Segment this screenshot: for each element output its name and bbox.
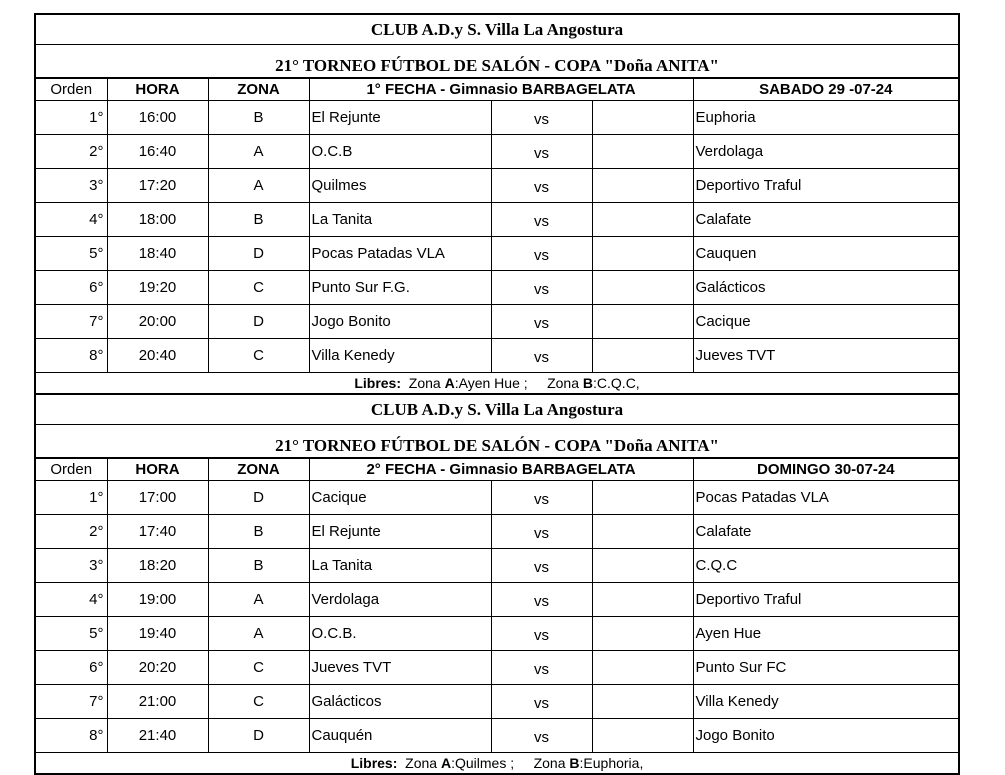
vs-cell: vs bbox=[491, 271, 592, 305]
libres-row bbox=[35, 753, 959, 775]
zona-cell: B bbox=[208, 203, 309, 237]
away-team-cell: Euphoria bbox=[693, 101, 959, 135]
zona-cell: A bbox=[208, 169, 309, 203]
away-team-cell: Ayen Hue bbox=[693, 617, 959, 651]
blank-cell bbox=[592, 169, 693, 203]
zona-cell: D bbox=[208, 237, 309, 271]
blank-cell bbox=[592, 685, 693, 719]
orden-cell: 5° bbox=[35, 617, 107, 651]
hora-cell: 20:00 bbox=[107, 305, 208, 339]
hora-cell: 20:40 bbox=[107, 339, 208, 373]
blank-cell bbox=[592, 583, 693, 617]
zona-cell: D bbox=[208, 305, 309, 339]
match-row bbox=[35, 237, 959, 271]
vs-cell: vs bbox=[491, 135, 592, 169]
date-header: DOMINGO 30-07-24 bbox=[693, 458, 959, 481]
orden-cell: 6° bbox=[35, 651, 107, 685]
hora-cell: 17:00 bbox=[107, 481, 208, 515]
hora-cell: 19:40 bbox=[107, 617, 208, 651]
away-team-cell: C.Q.C bbox=[693, 549, 959, 583]
orden-cell: 2° bbox=[35, 135, 107, 169]
hora-cell: 18:00 bbox=[107, 203, 208, 237]
home-team-cell: La Tanita bbox=[309, 549, 491, 583]
home-team-cell: O.C.B. bbox=[309, 617, 491, 651]
away-team-cell: Verdolaga bbox=[693, 135, 959, 169]
hora-cell: 18:20 bbox=[107, 549, 208, 583]
zona-cell: C bbox=[208, 651, 309, 685]
orden-cell: 6° bbox=[35, 271, 107, 305]
away-team-cell: Cacique bbox=[693, 305, 959, 339]
vs-cell: vs bbox=[491, 549, 592, 583]
hora-cell: 17:20 bbox=[107, 169, 208, 203]
zona-cell: C bbox=[208, 339, 309, 373]
libres-zona-b-value: :C.Q.C, bbox=[593, 375, 640, 391]
blank-cell bbox=[592, 237, 693, 271]
tournament-title: 21° TORNEO FÚTBOL DE SALÓN - COPA "Doña ANITA" bbox=[35, 425, 959, 459]
blank-cell bbox=[592, 203, 693, 237]
orden-cell: 8° bbox=[35, 719, 107, 753]
libres-note bbox=[35, 373, 959, 395]
orden-cell: 3° bbox=[35, 169, 107, 203]
orden-cell: 1° bbox=[35, 101, 107, 135]
home-team-cell: Punto Sur F.G. bbox=[309, 271, 491, 305]
match-row bbox=[35, 203, 959, 237]
away-team-cell: Jogo Bonito bbox=[693, 719, 959, 753]
home-team-cell: El Rejunte bbox=[309, 515, 491, 549]
hora-cell: 18:40 bbox=[107, 237, 208, 271]
zona-cell: C bbox=[208, 685, 309, 719]
orden-cell: 1° bbox=[35, 481, 107, 515]
home-team-cell: El Rejunte bbox=[309, 101, 491, 135]
orden-header: Orden bbox=[35, 78, 107, 101]
vs-cell: vs bbox=[491, 481, 592, 515]
match-row bbox=[35, 135, 959, 169]
libres-zona-b-prefix: Zona bbox=[533, 755, 570, 771]
home-team-cell: Villa Kenedy bbox=[309, 339, 491, 373]
libres-zona-a-letter: A bbox=[440, 755, 452, 771]
blank-cell bbox=[592, 481, 693, 515]
schedule-table bbox=[34, 13, 960, 395]
match-row bbox=[35, 685, 959, 719]
match-row bbox=[35, 583, 959, 617]
orden-cell: 7° bbox=[35, 305, 107, 339]
away-team-cell: Cauquen bbox=[693, 237, 959, 271]
hora-header: HORA bbox=[107, 78, 208, 101]
zona-cell: A bbox=[208, 583, 309, 617]
libres-zona-b-letter: B bbox=[569, 755, 580, 771]
blank-cell bbox=[592, 339, 693, 373]
vs-cell: vs bbox=[491, 685, 592, 719]
libres-zona-b-prefix: Zona bbox=[547, 375, 583, 391]
match-row bbox=[35, 651, 959, 685]
away-team-cell: Deportivo Traful bbox=[693, 583, 959, 617]
orden-header: Orden bbox=[35, 458, 107, 481]
home-team-cell: Verdolaga bbox=[309, 583, 491, 617]
vs-cell: vs bbox=[491, 101, 592, 135]
libres-zona-a-value: :Quilmes ; bbox=[451, 755, 515, 771]
hora-cell: 21:00 bbox=[107, 685, 208, 719]
vs-cell: vs bbox=[491, 339, 592, 373]
zona-cell: D bbox=[208, 481, 309, 515]
zona-header: ZONA bbox=[208, 78, 309, 101]
match-row bbox=[35, 101, 959, 135]
zona-cell: A bbox=[208, 617, 309, 651]
zona-cell: B bbox=[208, 515, 309, 549]
libres-label: Libres: bbox=[350, 755, 398, 771]
away-team-cell: Calafate bbox=[693, 515, 959, 549]
match-row bbox=[35, 549, 959, 583]
vs-cell: vs bbox=[491, 719, 592, 753]
libres-note bbox=[35, 753, 959, 775]
away-team-cell: Calafate bbox=[693, 203, 959, 237]
away-team-cell: Punto Sur FC bbox=[693, 651, 959, 685]
zona-cell: B bbox=[208, 101, 309, 135]
vs-cell: vs bbox=[491, 169, 592, 203]
home-team-cell: Cacique bbox=[309, 481, 491, 515]
orden-cell: 3° bbox=[35, 549, 107, 583]
home-team-cell: La Tanita bbox=[309, 203, 491, 237]
hora-cell: 19:20 bbox=[107, 271, 208, 305]
hora-cell: 21:40 bbox=[107, 719, 208, 753]
vs-cell: vs bbox=[491, 237, 592, 271]
orden-cell: 8° bbox=[35, 339, 107, 373]
hora-cell: 19:00 bbox=[107, 583, 208, 617]
blank-cell bbox=[592, 617, 693, 651]
hora-cell: 16:00 bbox=[107, 101, 208, 135]
blank-cell bbox=[592, 515, 693, 549]
match-row bbox=[35, 617, 959, 651]
club-title: CLUB A.D.y S. Villa La Angostura bbox=[35, 14, 959, 45]
zona-cell: B bbox=[208, 549, 309, 583]
vs-cell: vs bbox=[491, 203, 592, 237]
fecha-header: 2° FECHA - Gimnasio BARBAGELATA bbox=[309, 458, 693, 481]
match-row bbox=[35, 515, 959, 549]
libres-zona-a-prefix: Zona bbox=[405, 755, 441, 771]
match-row bbox=[35, 169, 959, 203]
orden-cell: 5° bbox=[35, 237, 107, 271]
home-team-cell: Jueves TVT bbox=[309, 651, 491, 685]
libres-zona-a-value: :Ayen Hue ; bbox=[454, 375, 528, 391]
away-team-cell: Villa Kenedy bbox=[693, 685, 959, 719]
libres-label: Libres: bbox=[354, 375, 402, 391]
blank-cell bbox=[592, 101, 693, 135]
blank-cell bbox=[592, 271, 693, 305]
blank-cell bbox=[592, 651, 693, 685]
orden-cell: 4° bbox=[35, 203, 107, 237]
libres-zona-b-value: :Euphoria, bbox=[579, 755, 644, 771]
schedule-table bbox=[34, 393, 960, 775]
header-row bbox=[35, 458, 959, 481]
match-row bbox=[35, 271, 959, 305]
hora-cell: 20:20 bbox=[107, 651, 208, 685]
schedule-sheet-fecha-2 bbox=[34, 393, 958, 775]
blank-cell bbox=[592, 305, 693, 339]
tournament-title: 21° TORNEO FÚTBOL DE SALÓN - COPA "Doña ANITA" bbox=[35, 45, 959, 79]
libres-zona-a-letter: A bbox=[444, 375, 455, 391]
away-team-cell: Jueves TVT bbox=[693, 339, 959, 373]
zona-header: ZONA bbox=[208, 458, 309, 481]
match-row bbox=[35, 339, 959, 373]
hora-cell: 16:40 bbox=[107, 135, 208, 169]
hora-cell: 17:40 bbox=[107, 515, 208, 549]
blank-cell bbox=[592, 549, 693, 583]
zona-cell: D bbox=[208, 719, 309, 753]
home-team-cell: Pocas Patadas VLA bbox=[309, 237, 491, 271]
header-row bbox=[35, 78, 959, 101]
vs-cell: vs bbox=[491, 651, 592, 685]
hora-header: HORA bbox=[107, 458, 208, 481]
club-title: CLUB A.D.y S. Villa La Angostura bbox=[35, 394, 959, 425]
home-team-cell: Galácticos bbox=[309, 685, 491, 719]
home-team-cell: Jogo Bonito bbox=[309, 305, 491, 339]
orden-cell: 4° bbox=[35, 583, 107, 617]
home-team-cell: O.C.B bbox=[309, 135, 491, 169]
vs-cell: vs bbox=[491, 617, 592, 651]
fecha-header: 1° FECHA - Gimnasio BARBAGELATA bbox=[309, 78, 693, 101]
schedule-sheet-fecha-1 bbox=[34, 13, 958, 395]
home-team-cell: Quilmes bbox=[309, 169, 491, 203]
zona-cell: C bbox=[208, 271, 309, 305]
blank-cell bbox=[592, 135, 693, 169]
zona-cell: A bbox=[208, 135, 309, 169]
away-team-cell: Pocas Patadas VLA bbox=[693, 481, 959, 515]
match-row bbox=[35, 305, 959, 339]
orden-cell: 7° bbox=[35, 685, 107, 719]
home-team-cell: Cauquén bbox=[309, 719, 491, 753]
libres-zona-a-prefix: Zona bbox=[408, 375, 445, 391]
vs-cell: vs bbox=[491, 583, 592, 617]
match-row bbox=[35, 719, 959, 753]
vs-cell: vs bbox=[491, 305, 592, 339]
match-row bbox=[35, 481, 959, 515]
libres-row bbox=[35, 373, 959, 395]
vs-cell: vs bbox=[491, 515, 592, 549]
blank-cell bbox=[592, 719, 693, 753]
orden-cell: 2° bbox=[35, 515, 107, 549]
libres-zona-b-letter: B bbox=[582, 375, 594, 391]
away-team-cell: Galácticos bbox=[693, 271, 959, 305]
away-team-cell: Deportivo Traful bbox=[693, 169, 959, 203]
date-header: SABADO 29 -07-24 bbox=[693, 78, 959, 101]
